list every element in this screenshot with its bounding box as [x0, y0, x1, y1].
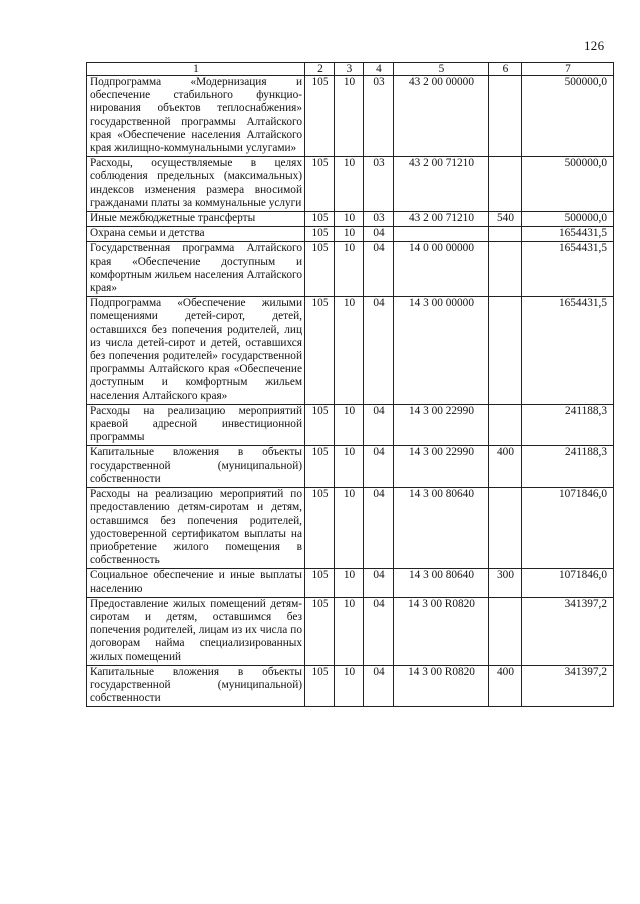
row-code-subsection: 03 [364, 212, 394, 227]
row-code-subsection: 04 [364, 665, 394, 707]
row-code-admin: 105 [305, 446, 335, 488]
row-code-expense-type [489, 297, 522, 405]
row-code-target: 14 3 00 22990 [394, 404, 489, 446]
row-amount: 1071846,0 [522, 488, 614, 569]
row-code-target: 14 3 00 80640 [394, 488, 489, 569]
row-amount: 241188,3 [522, 446, 614, 488]
row-code-admin: 105 [305, 488, 335, 569]
row-code-expense-type [489, 597, 522, 665]
row-name: Государственная программа Алтайского края «Обеспечение доступным и комфортным жильем населения Алтайского края» [87, 242, 305, 297]
table-row [87, 597, 614, 665]
row-code-admin: 105 [305, 212, 335, 227]
row-code-subsection: 04 [364, 404, 394, 446]
row-code-target: 14 3 00 R0820 [394, 665, 489, 707]
table-row [87, 569, 614, 597]
row-code-expense-type [489, 404, 522, 446]
row-code-section: 10 [335, 488, 364, 569]
row-code-subsection: 04 [364, 227, 394, 242]
row-name: Капитальные вложения в объекты государственной (муниципальной) собственности [87, 665, 305, 707]
row-code-section: 10 [335, 212, 364, 227]
header-col-5: 5 [394, 63, 489, 76]
row-code-subsection: 04 [364, 297, 394, 405]
row-code-expense-type [489, 76, 522, 157]
row-code-target: 14 0 00 00000 [394, 242, 489, 297]
row-code-expense-type: 540 [489, 212, 522, 227]
row-code-subsection: 03 [364, 157, 394, 212]
row-code-section: 10 [335, 157, 364, 212]
table-row [87, 76, 614, 157]
row-code-target: 14 3 00 R0820 [394, 597, 489, 665]
table-body [87, 76, 614, 707]
row-code-expense-type [489, 227, 522, 242]
row-amount: 1654431,5 [522, 297, 614, 405]
row-code-expense-type: 300 [489, 569, 522, 597]
row-code-target: 14 3 00 22990 [394, 446, 489, 488]
row-name: Предоставление жилых помещений детям-сиротам и детям, оставшимся без попечения родителей, лицам из их числа по договорам найма специализированных жилых помещений [87, 597, 305, 665]
row-code-target: 43 2 00 71210 [394, 212, 489, 227]
row-code-section: 10 [335, 446, 364, 488]
row-name: Расходы на реализацию мероприятий по предоставлению детям-сиротам и детям, оставшимся без попечения родителей, удостоверенной сертификатом выплаты на приобретение жилого помещения в собственность [87, 488, 305, 569]
row-code-expense-type [489, 157, 522, 212]
row-code-expense-type: 400 [489, 665, 522, 707]
row-amount: 341397,2 [522, 597, 614, 665]
row-name: Расходы, осуществляемые в целях соблюдения предельных (максимальных) индексов изменения размера вносимой гражданами платы за коммунальные услуги [87, 157, 305, 212]
row-code-expense-type [489, 488, 522, 569]
row-amount: 500000,0 [522, 76, 614, 157]
header-col-1: 1 [87, 63, 305, 76]
row-amount: 241188,3 [522, 404, 614, 446]
row-code-subsection: 04 [364, 242, 394, 297]
row-code-target: 43 2 00 71210 [394, 157, 489, 212]
row-amount: 341397,2 [522, 665, 614, 707]
row-code-target: 14 3 00 80640 [394, 569, 489, 597]
row-code-admin: 105 [305, 404, 335, 446]
row-code-target [394, 227, 489, 242]
table-row [87, 212, 614, 227]
budget-table [86, 62, 614, 707]
row-code-section: 10 [335, 665, 364, 707]
row-name: Подпрограмма «Модернизация и обеспечение стабильного функционирования объектов теплоснабжения» государственной программы Алтайского края «Обеспечение населения Алтайского края жилищно-коммунальными услугами» [87, 76, 305, 157]
row-code-subsection: 04 [364, 569, 394, 597]
row-code-expense-type: 400 [489, 446, 522, 488]
row-amount: 500000,0 [522, 212, 614, 227]
header-col-7: 7 [522, 63, 614, 76]
table-row [87, 227, 614, 242]
row-code-admin: 105 [305, 242, 335, 297]
table-row [87, 297, 614, 405]
row-code-subsection: 04 [364, 446, 394, 488]
row-code-admin: 105 [305, 227, 335, 242]
row-amount: 500000,0 [522, 157, 614, 212]
row-name: Социальное обеспечение и иные выплаты населению [87, 569, 305, 597]
row-code-section: 10 [335, 242, 364, 297]
table-row [87, 404, 614, 446]
row-code-subsection: 04 [364, 597, 394, 665]
row-code-admin: 105 [305, 569, 335, 597]
row-code-admin: 105 [305, 157, 335, 212]
row-name: Расходы на реализацию мероприятий краевой адресной инвестиционной программы [87, 404, 305, 446]
row-code-subsection: 03 [364, 76, 394, 157]
row-code-admin: 105 [305, 597, 335, 665]
row-code-admin: 105 [305, 665, 335, 707]
row-code-target: 43 2 00 00000 [394, 76, 489, 157]
table-row [87, 488, 614, 569]
row-code-section: 10 [335, 569, 364, 597]
row-code-subsection: 04 [364, 488, 394, 569]
row-code-section: 10 [335, 404, 364, 446]
table-row [87, 157, 614, 212]
row-code-section: 10 [335, 597, 364, 665]
row-name: Иные межбюджетные трансферты [87, 212, 305, 227]
table-row [87, 446, 614, 488]
header-col-3: 3 [335, 63, 364, 76]
header-row [87, 63, 614, 76]
row-name: Охрана семьи и детства [87, 227, 305, 242]
row-code-section: 10 [335, 297, 364, 405]
table-row [87, 242, 614, 297]
header-col-6: 6 [489, 63, 522, 76]
row-code-expense-type [489, 242, 522, 297]
row-code-section: 10 [335, 227, 364, 242]
row-code-section: 10 [335, 76, 364, 157]
row-amount: 1071846,0 [522, 569, 614, 597]
row-code-admin: 105 [305, 297, 335, 405]
row-code-admin: 105 [305, 76, 335, 157]
header-col-4: 4 [364, 63, 394, 76]
page-number: 126 [584, 38, 605, 53]
header-col-2: 2 [305, 63, 335, 76]
row-amount: 1654431,5 [522, 242, 614, 297]
row-code-target: 14 3 00 00000 [394, 297, 489, 405]
row-name: Подпрограмма «Обеспечение жилыми помещениями детей-сирот, детей, оставшихся без попечения родителей, лиц из числа детей-сирот и детей, оставшихся без попечения родителей» государственной программы Алтайского края «Обеспечение доступным и комфортным жильем населения Алтайского края» [87, 297, 305, 405]
table-row [87, 665, 614, 707]
row-amount: 1654431,5 [522, 227, 614, 242]
row-name: Капитальные вложения в объекты государственной (муниципальной) собственности [87, 446, 305, 488]
